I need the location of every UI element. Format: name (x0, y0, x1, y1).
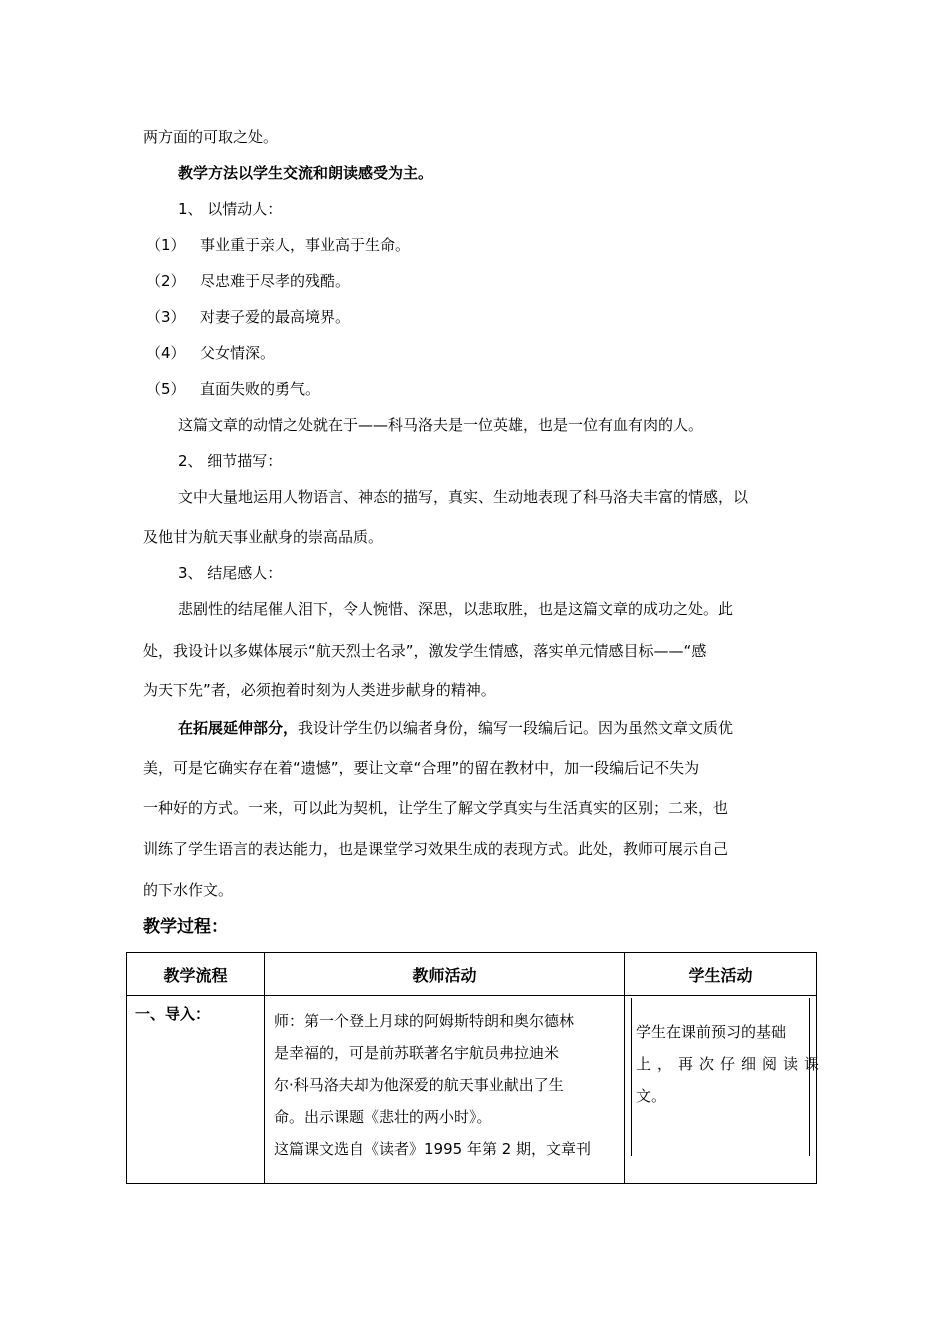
student-activity-box (631, 998, 826, 1156)
process-heading: 教学过程： (143, 917, 228, 937)
line-continuation: 两方面的可取之处。 (143, 128, 279, 146)
table-row (127, 996, 817, 1184)
paragraph-line: 及他甘为航天事业献身的崇高品质。 (143, 528, 384, 546)
paragraph-line (178, 718, 733, 738)
student-activity-cell (625, 996, 826, 1184)
point-3-heading: 3、 结尾感人： (178, 564, 283, 582)
column-header: 教学流程 (127, 953, 265, 996)
paragraph-line: 美，可是它确实存在着“遗憾”，要让文章“合理”的留在教材中，加一段编后记不失为 (143, 759, 700, 777)
list-item (146, 235, 410, 255)
table-header-row (127, 953, 817, 996)
item-text: 事业重于亲人，事业高于生命。 (200, 236, 411, 254)
list-item (146, 307, 350, 327)
item-text: 尽忠难于尽孝的残酷。 (200, 272, 351, 290)
summary-text: 这篇文章的动情之处就在于——科马洛夫是一位英雄，也是一位有血有肉的人。 (178, 416, 704, 434)
column-header: 教师活动 (265, 953, 625, 996)
teacher-line: 命。出示课题《悲壮的两小时》。 (274, 1108, 492, 1126)
item-text: 对妻子爱的最高境界。 (200, 308, 351, 326)
step-cell: 一、导入： (127, 996, 265, 1184)
teacher-line: 尔·科马洛夫却为他深爱的航天事业献出了生 (274, 1076, 564, 1094)
point-1-heading: 1、 以情动人： (178, 200, 283, 218)
teacher-activity-cell (265, 996, 625, 1184)
item-number: （4） (146, 344, 186, 362)
paragraph-line: 处，我设计以多媒体展示“航天烈士名录”，激发学生情感，落实单元情感目标——“感 (143, 642, 707, 660)
paragraph-line: 一种好的方式。一来，可以此为契机，让学生了解文学真实与生活真实的区别；二来，也 (143, 799, 729, 817)
student-line: 学生在课前预习的基础 (636, 1023, 787, 1041)
list-item (146, 379, 320, 399)
paragraph-line: 的下水作文。 (143, 881, 234, 899)
item-text: 父女情深。 (200, 344, 276, 362)
teacher-line: 这篇课文选自《读者》1995 年第 2 期，文章刊 (274, 1140, 592, 1158)
paragraph-line: 文中大量地运用人物语言、神态的描写，真实、生动地表现了科马洛夫丰富的情感，以 (178, 488, 749, 506)
student-line: 上，再次仔细阅读课 (636, 1055, 826, 1073)
list-item (146, 343, 275, 363)
paragraph-line: 为天下先”者，必须抱着时刻为人类进步献身的精神。 (143, 681, 496, 699)
paragraph-line: 训练了学生语言的表达能力，也是课堂学习效果生成的表现方式。此处，教师可展示自己 (143, 840, 729, 858)
teacher-line: 师：第一个登上月球的阿姆斯特朗和奥尔德林 (274, 1012, 575, 1030)
list-item (146, 271, 350, 291)
column-header: 学生活动 (625, 953, 817, 996)
student-line: 文。 (636, 1087, 667, 1105)
extension-bold: 在拓展延伸部分， (178, 719, 299, 737)
item-number: （3） (146, 308, 186, 326)
teacher-line: 是幸福的，可是前苏联著名宇航员弗拉迪米 (274, 1044, 560, 1062)
item-number: （2） (146, 272, 186, 290)
item-text: 直面失败的勇气。 (200, 380, 321, 398)
point-2-heading: 2、 细节描写： (178, 452, 283, 470)
extension-text: 我设计学生仍以编者身份，编写一段编后记。因为虽然文章文质优 (298, 719, 734, 737)
paragraph-line: 悲剧性的结尾催人泪下，令人惋惜、深思，以悲取胜，也是这篇文章的成功之处。此 (178, 600, 734, 618)
item-number: （1） (146, 236, 186, 254)
item-number: （5） (146, 380, 186, 398)
method-heading: 教学方法以学生交流和朗读感受为主。 (178, 164, 434, 182)
teaching-process-table (126, 952, 826, 1184)
